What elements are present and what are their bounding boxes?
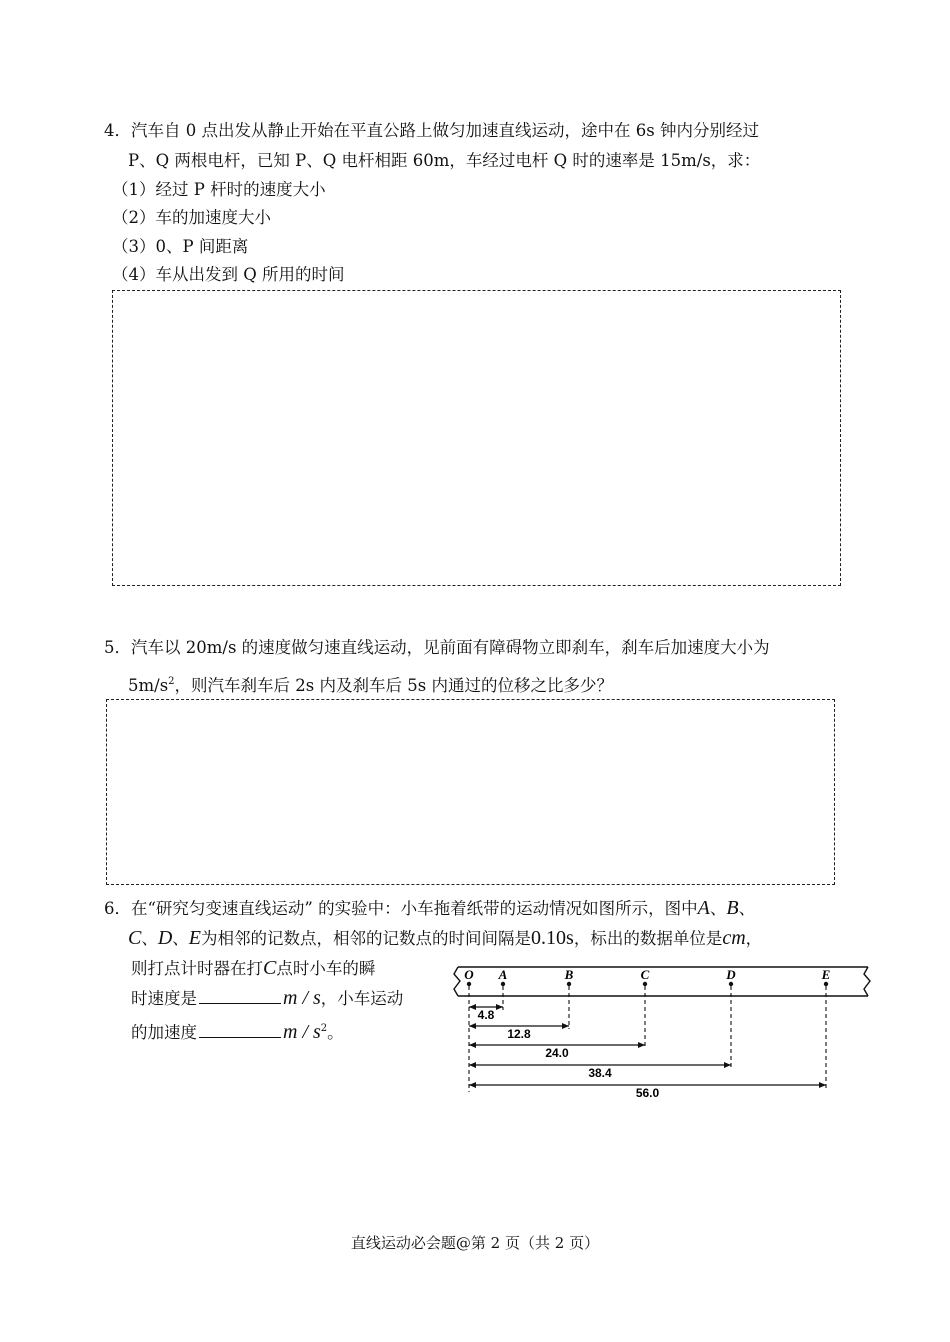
tape-dot <box>567 982 571 986</box>
tape-dot <box>467 982 471 986</box>
tape-point-label: A <box>498 967 508 982</box>
tape-point-label: C <box>640 967 650 982</box>
q6-line3-text-end: 点时小车的瞬 <box>276 959 376 978</box>
paper-tape-diagram <box>452 962 882 1097</box>
tape-dot <box>824 982 828 986</box>
measure-arrowhead-right <box>819 1082 826 1088</box>
tape-dot <box>729 982 733 986</box>
q6-accel-label: 的加速度 <box>131 1023 197 1042</box>
q6-accel-blank[interactable] <box>199 1023 281 1038</box>
q4-subquestion-3: （3）0、P 间距离 <box>112 237 249 256</box>
q6-interval-value: 0.10s <box>531 927 574 949</box>
tape-point-label: D <box>726 967 736 982</box>
q6-accel-unit-exponent: 2 <box>320 1023 328 1034</box>
q6-unit-text: ，标出的数据单位是 <box>573 929 723 948</box>
q5-text-line2 <box>128 671 613 697</box>
q6-point-a: A <box>697 897 710 919</box>
measure-arrowhead-left <box>469 1004 476 1010</box>
q5-question-text: ，则汽车刹车后 2s 内及刹车后 5s 内通过的位移之比多少？ <box>174 676 613 695</box>
measure-label: 38.4 <box>588 1066 612 1080</box>
tape-dot <box>501 982 505 986</box>
q4-text-line2: P、Q 两根电杆，已知 P、Q 电杆相距 60m，车经过电杆 Q 时的速率是 15m/s，求： <box>128 151 761 170</box>
q5-accel-exponent: 2 <box>168 676 175 687</box>
measure-arrowhead-left <box>469 1062 476 1068</box>
q6-intro: 6．在“研究匀变速直线运动” 的实验中：小车拖着纸带的运动情况如图所示，图中 <box>104 899 698 918</box>
q6-line4-text-end: ，小车运动 <box>320 989 404 1008</box>
q5-accel-value: 5m/s <box>128 676 169 695</box>
q6-velocity-blank[interactable] <box>199 989 281 1004</box>
q6-punct-end: 。 <box>327 1023 344 1042</box>
q4-answer-box[interactable] <box>112 290 841 586</box>
measure-arrowhead-right <box>496 1004 503 1010</box>
q6-text-line5 <box>131 1018 344 1044</box>
q5-text-line1: 5．汽车以 20m/s 的速度做匀速直线运动，见前面有障碍物立即刹车，刹车后加速度大小为 <box>104 638 770 657</box>
q4-subquestion-1: （1）经过 P 杆时的速度大小 <box>112 180 326 199</box>
q4-subquestion-2: （2）车的加速度大小 <box>112 208 271 227</box>
measure-arrowhead-left <box>469 1042 476 1048</box>
q6-text-line1 <box>104 897 755 920</box>
q6-point-b: B <box>726 897 739 919</box>
q6-separator: 、 <box>738 899 756 918</box>
q6-accel-unit: m / s <box>283 1021 321 1043</box>
q6-line3-text: 则打点计时器在打 <box>131 959 263 978</box>
measure-arrowhead-right <box>562 1023 569 1029</box>
measure-label: 24.0 <box>545 1046 569 1060</box>
q5-answer-box[interactable] <box>106 699 835 885</box>
q6-text-line4 <box>131 987 403 1010</box>
measure-arrowhead-left <box>469 1023 476 1029</box>
q6-separator: 、 <box>172 929 189 948</box>
measure-arrowhead-right <box>638 1042 645 1048</box>
q6-separator: 、 <box>709 899 727 918</box>
q6-velocity-unit: m / s <box>283 987 321 1009</box>
q6-text-line3 <box>131 957 375 980</box>
q6-separator: 、 <box>141 929 158 948</box>
q6-unit-cm: cm <box>722 927 746 949</box>
measure-label: 12.8 <box>507 1027 531 1041</box>
q4-subquestion-4: （4）车从出发到 Q 所用的时间 <box>112 265 345 284</box>
tape-point-label: E <box>821 967 831 982</box>
q6-point-e: E <box>188 927 202 949</box>
q6-interval-text: 为相邻的记数点，相邻的记数点的时间间隔是 <box>201 929 532 948</box>
q6-point-d: D <box>157 927 173 949</box>
measure-label: 56.0 <box>635 1086 660 1097</box>
page-footer: 直线运动必会题@第 2 页（共 2 页） <box>350 1234 600 1252</box>
measure-arrowhead-right <box>724 1062 731 1068</box>
q6-text-line2 <box>128 927 762 950</box>
tape-point-label: B <box>564 967 574 982</box>
measure-label: 4.8 <box>477 1008 495 1022</box>
q6-velocity-label: 时速度是 <box>131 989 197 1008</box>
q4-text-line1: 4．汽车自 0 点出发从静止开始在平直公路上做匀加速直线运动，途中在 6s 钟内分别经过 <box>104 121 759 140</box>
measure-arrowhead-left <box>469 1082 476 1088</box>
tape-dot <box>643 982 647 986</box>
tape-point-label: O <box>464 967 474 982</box>
q6-point-c-ref: C <box>263 957 277 979</box>
tape-strip <box>454 967 870 996</box>
q6-punct: ， <box>745 929 763 948</box>
q6-point-c: C <box>128 927 142 949</box>
